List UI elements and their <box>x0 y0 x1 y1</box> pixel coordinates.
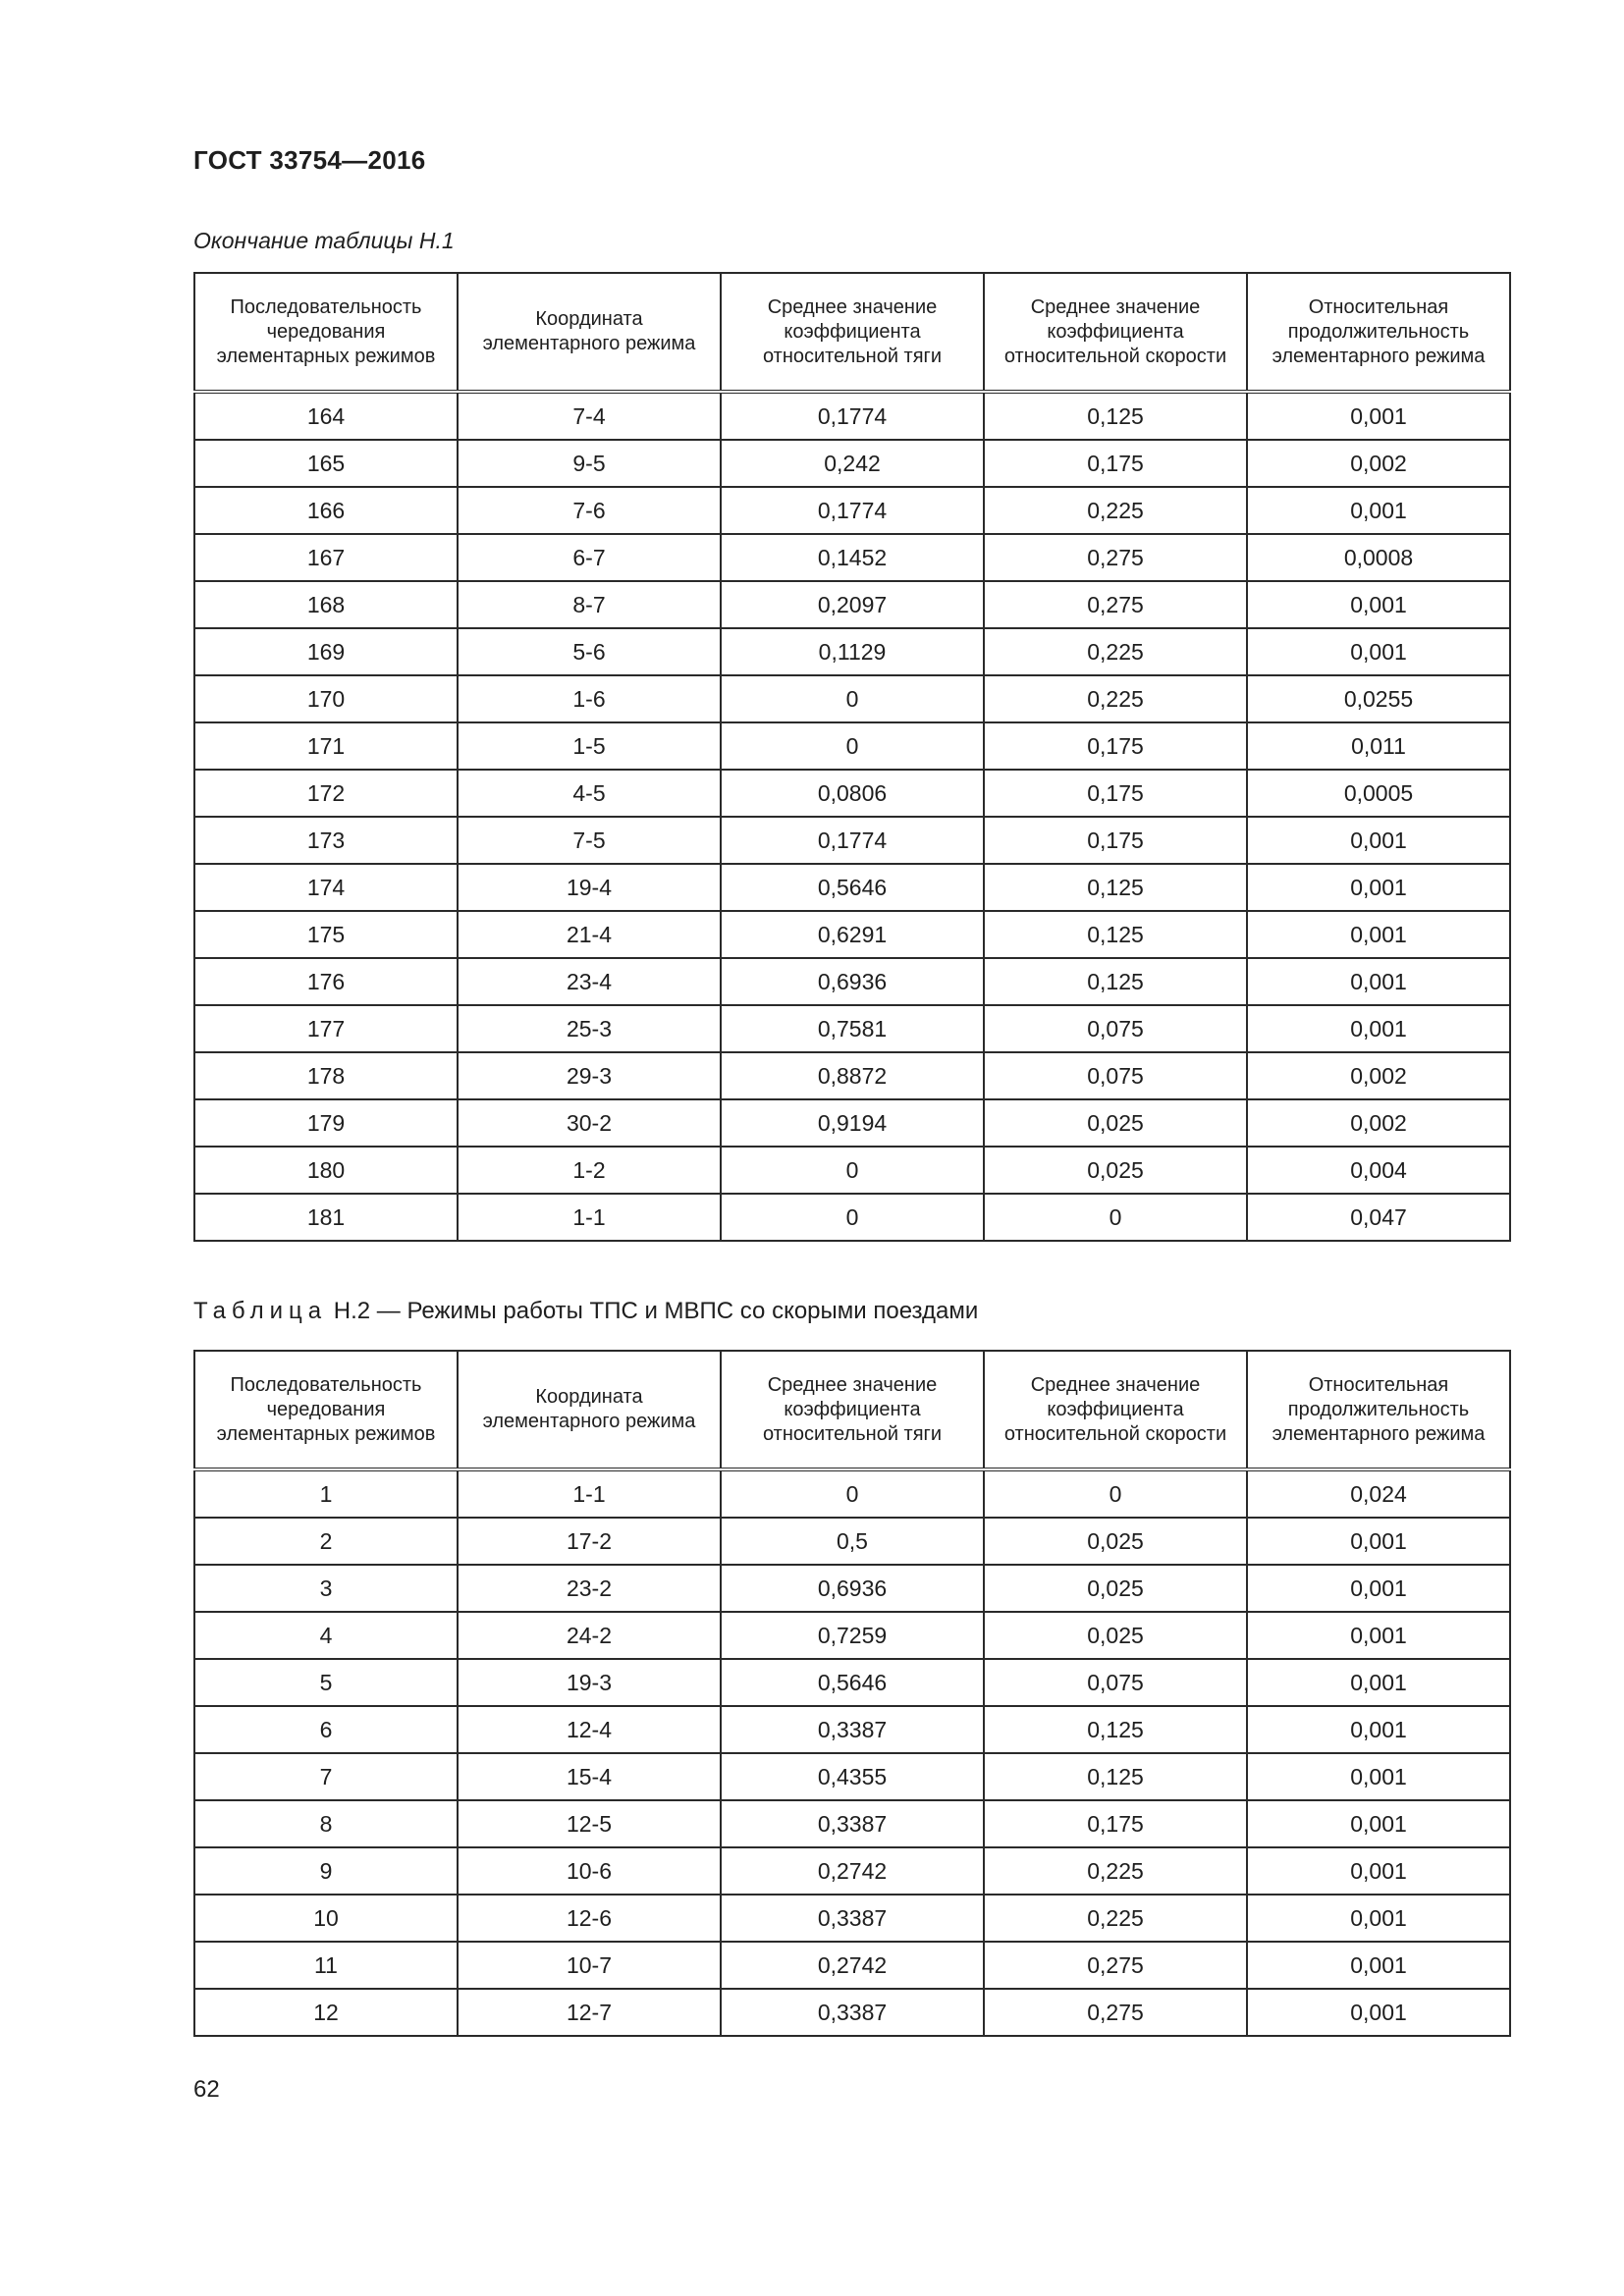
table-h1-caption: Окончание таблицы Н.1 <box>193 228 455 253</box>
table-row <box>194 1942 1510 1989</box>
cell-speed-coefficient: 0,175 <box>984 770 1247 817</box>
column-header-traction-coefficient: Среднее значение коэффициента относительной тяги <box>721 1351 984 1469</box>
cell-coordinate: 7-5 <box>458 817 721 864</box>
cell-relative-duration: 0,001 <box>1247 1895 1510 1942</box>
cell-sequence: 175 <box>194 911 458 958</box>
cell-sequence: 176 <box>194 958 458 1005</box>
cell-sequence: 2 <box>194 1518 458 1565</box>
cell-traction-coefficient: 0,7259 <box>721 1612 984 1659</box>
table-h2-caption-word: Таблица <box>193 1298 328 1324</box>
cell-sequence: 174 <box>194 864 458 911</box>
table-h1-header-row <box>194 273 1510 392</box>
cell-coordinate: 30-2 <box>458 1099 721 1147</box>
cell-coordinate: 19-3 <box>458 1659 721 1706</box>
cell-sequence: 164 <box>194 392 458 440</box>
cell-coordinate: 17-2 <box>458 1518 721 1565</box>
cell-coordinate: 12-6 <box>458 1895 721 1942</box>
cell-relative-duration: 0,001 <box>1247 911 1510 958</box>
cell-relative-duration: 0,011 <box>1247 722 1510 770</box>
cell-coordinate: 10-6 <box>458 1847 721 1895</box>
cell-speed-coefficient: 0 <box>984 1194 1247 1241</box>
table-row <box>194 1518 1510 1565</box>
cell-sequence: 169 <box>194 628 458 675</box>
cell-relative-duration: 0,0008 <box>1247 534 1510 581</box>
cell-speed-coefficient: 0,275 <box>984 534 1247 581</box>
table-row <box>194 1099 1510 1147</box>
cell-traction-coefficient: 0,2097 <box>721 581 984 628</box>
cell-relative-duration: 0,001 <box>1247 1005 1510 1052</box>
cell-coordinate: 23-4 <box>458 958 721 1005</box>
cell-speed-coefficient: 0,025 <box>984 1518 1247 1565</box>
cell-speed-coefficient: 0,025 <box>984 1612 1247 1659</box>
cell-sequence: 171 <box>194 722 458 770</box>
cell-speed-coefficient: 0,125 <box>984 392 1247 440</box>
cell-traction-coefficient: 0,2742 <box>721 1847 984 1895</box>
cell-speed-coefficient: 0,025 <box>984 1565 1247 1612</box>
table-row <box>194 487 1510 534</box>
cell-traction-coefficient: 0,6936 <box>721 958 984 1005</box>
cell-relative-duration: 0,001 <box>1247 1753 1510 1800</box>
cell-coordinate: 1-5 <box>458 722 721 770</box>
table-row <box>194 1612 1510 1659</box>
table-row <box>194 534 1510 581</box>
cell-sequence: 173 <box>194 817 458 864</box>
cell-sequence: 8 <box>194 1800 458 1847</box>
cell-sequence: 167 <box>194 534 458 581</box>
cell-speed-coefficient: 0,175 <box>984 817 1247 864</box>
cell-traction-coefficient: 0,0806 <box>721 770 984 817</box>
cell-sequence: 9 <box>194 1847 458 1895</box>
cell-coordinate: 23-2 <box>458 1565 721 1612</box>
cell-relative-duration: 0,001 <box>1247 958 1510 1005</box>
cell-sequence: 5 <box>194 1659 458 1706</box>
cell-traction-coefficient: 0,5646 <box>721 1659 984 1706</box>
cell-relative-duration: 0,001 <box>1247 817 1510 864</box>
cell-relative-duration: 0,024 <box>1247 1469 1510 1518</box>
table-row <box>194 722 1510 770</box>
cell-traction-coefficient: 0,4355 <box>721 1753 984 1800</box>
page-number: 62 <box>193 2076 220 2103</box>
cell-traction-coefficient: 0,3387 <box>721 1706 984 1753</box>
column-header-speed-coefficient: Среднее значение коэффициента относительной скорости <box>984 1351 1247 1469</box>
cell-traction-coefficient: 0,5646 <box>721 864 984 911</box>
cell-traction-coefficient: 0,2742 <box>721 1942 984 1989</box>
cell-relative-duration: 0,001 <box>1247 1847 1510 1895</box>
table-row <box>194 770 1510 817</box>
cell-sequence: 6 <box>194 1706 458 1753</box>
cell-speed-coefficient: 0,125 <box>984 1753 1247 1800</box>
table-row <box>194 817 1510 864</box>
cell-traction-coefficient: 0,3387 <box>721 1895 984 1942</box>
cell-speed-coefficient: 0,025 <box>984 1099 1247 1147</box>
table-row <box>194 1895 1510 1942</box>
cell-traction-coefficient: 0,7581 <box>721 1005 984 1052</box>
cell-sequence: 1 <box>194 1469 458 1518</box>
cell-sequence: 178 <box>194 1052 458 1099</box>
cell-relative-duration: 0,001 <box>1247 1659 1510 1706</box>
column-header-sequence: Последовательность чередования элементарных режимов <box>194 273 458 392</box>
table-row <box>194 392 1510 440</box>
cell-sequence: 4 <box>194 1612 458 1659</box>
cell-traction-coefficient: 0 <box>721 675 984 722</box>
cell-traction-coefficient: 0,1774 <box>721 487 984 534</box>
table-h2 <box>193 1350 1511 2037</box>
cell-relative-duration: 0,002 <box>1247 1099 1510 1147</box>
cell-traction-coefficient: 0,5 <box>721 1518 984 1565</box>
cell-coordinate: 9-5 <box>458 440 721 487</box>
table-row <box>194 440 1510 487</box>
cell-traction-coefficient: 0,1774 <box>721 392 984 440</box>
cell-traction-coefficient: 0 <box>721 1469 984 1518</box>
cell-sequence: 168 <box>194 581 458 628</box>
cell-speed-coefficient: 0,075 <box>984 1659 1247 1706</box>
cell-coordinate: 7-6 <box>458 487 721 534</box>
cell-coordinate: 15-4 <box>458 1753 721 1800</box>
table-h2-caption <box>193 1298 978 1325</box>
cell-speed-coefficient: 0,025 <box>984 1147 1247 1194</box>
cell-relative-duration: 0,001 <box>1247 392 1510 440</box>
cell-relative-duration: 0,001 <box>1247 487 1510 534</box>
cell-relative-duration: 0,002 <box>1247 440 1510 487</box>
table-row <box>194 1706 1510 1753</box>
cell-coordinate: 6-7 <box>458 534 721 581</box>
cell-traction-coefficient: 0,6936 <box>721 1565 984 1612</box>
cell-traction-coefficient: 0 <box>721 1194 984 1241</box>
column-header-speed-coefficient: Среднее значение коэффициента относительной скорости <box>984 273 1247 392</box>
cell-traction-coefficient: 0,1774 <box>721 817 984 864</box>
column-header-relative-duration: Относительная продолжительность элементарного режима <box>1247 1351 1510 1469</box>
cell-coordinate: 25-3 <box>458 1005 721 1052</box>
cell-traction-coefficient: 0,1452 <box>721 534 984 581</box>
cell-relative-duration: 0,001 <box>1247 1942 1510 1989</box>
cell-relative-duration: 0,001 <box>1247 628 1510 675</box>
cell-traction-coefficient: 0 <box>721 722 984 770</box>
cell-speed-coefficient: 0,225 <box>984 675 1247 722</box>
table-row <box>194 1469 1510 1518</box>
cell-coordinate: 21-4 <box>458 911 721 958</box>
table-row <box>194 1800 1510 1847</box>
column-header-coordinate: Координата элементарного режима <box>458 273 721 392</box>
cell-sequence: 180 <box>194 1147 458 1194</box>
cell-relative-duration: 0,001 <box>1247 864 1510 911</box>
cell-speed-coefficient: 0,275 <box>984 1989 1247 2036</box>
cell-speed-coefficient: 0,175 <box>984 440 1247 487</box>
cell-relative-duration: 0,001 <box>1247 1989 1510 2036</box>
cell-coordinate: 5-6 <box>458 628 721 675</box>
cell-speed-coefficient: 0,225 <box>984 1847 1247 1895</box>
cell-sequence: 165 <box>194 440 458 487</box>
cell-traction-coefficient: 0,8872 <box>721 1052 984 1099</box>
cell-coordinate: 12-4 <box>458 1706 721 1753</box>
table-h1-body <box>194 392 1510 1241</box>
cell-speed-coefficient: 0,075 <box>984 1052 1247 1099</box>
cell-sequence: 179 <box>194 1099 458 1147</box>
cell-relative-duration: 0,001 <box>1247 1565 1510 1612</box>
cell-coordinate: 1-1 <box>458 1469 721 1518</box>
table-row <box>194 1847 1510 1895</box>
cell-coordinate: 1-1 <box>458 1194 721 1241</box>
cell-sequence: 177 <box>194 1005 458 1052</box>
cell-sequence: 7 <box>194 1753 458 1800</box>
cell-sequence: 10 <box>194 1895 458 1942</box>
cell-coordinate: 8-7 <box>458 581 721 628</box>
cell-coordinate: 12-5 <box>458 1800 721 1847</box>
table-h2-body <box>194 1469 1510 2036</box>
cell-speed-coefficient: 0,075 <box>984 1005 1247 1052</box>
cell-speed-coefficient: 0,175 <box>984 722 1247 770</box>
cell-sequence: 3 <box>194 1565 458 1612</box>
cell-traction-coefficient: 0,9194 <box>721 1099 984 1147</box>
cell-speed-coefficient: 0 <box>984 1469 1247 1518</box>
cell-traction-coefficient: 0,1129 <box>721 628 984 675</box>
cell-relative-duration: 0,001 <box>1247 1800 1510 1847</box>
document-code: ГОСТ 33754—2016 <box>193 145 426 175</box>
column-header-coordinate: Координата элементарного режима <box>458 1351 721 1469</box>
cell-relative-duration: 0,001 <box>1247 1518 1510 1565</box>
cell-traction-coefficient: 0,6291 <box>721 911 984 958</box>
cell-speed-coefficient: 0,125 <box>984 958 1247 1005</box>
table-row <box>194 581 1510 628</box>
cell-sequence: 170 <box>194 675 458 722</box>
cell-coordinate: 1-6 <box>458 675 721 722</box>
cell-speed-coefficient: 0,125 <box>984 864 1247 911</box>
cell-coordinate: 1-2 <box>458 1147 721 1194</box>
cell-traction-coefficient: 0 <box>721 1147 984 1194</box>
cell-relative-duration: 0,0005 <box>1247 770 1510 817</box>
cell-relative-duration: 0,002 <box>1247 1052 1510 1099</box>
cell-speed-coefficient: 0,125 <box>984 911 1247 958</box>
cell-speed-coefficient: 0,275 <box>984 1942 1247 1989</box>
table-row <box>194 958 1510 1005</box>
cell-speed-coefficient: 0,225 <box>984 1895 1247 1942</box>
cell-sequence: 12 <box>194 1989 458 2036</box>
cell-coordinate: 24-2 <box>458 1612 721 1659</box>
cell-coordinate: 10-7 <box>458 1942 721 1989</box>
table-row <box>194 911 1510 958</box>
table-row <box>194 1565 1510 1612</box>
cell-sequence: 166 <box>194 487 458 534</box>
cell-relative-duration: 0,0255 <box>1247 675 1510 722</box>
table-row <box>194 628 1510 675</box>
table-h2-caption-title: Н.2 — Режимы работы ТПС и МВПС со скорыми поездами <box>327 1298 979 1324</box>
column-header-sequence: Последовательность чередования элементарных режимов <box>194 1351 458 1469</box>
cell-relative-duration: 0,001 <box>1247 1706 1510 1753</box>
column-header-traction-coefficient: Среднее значение коэффициента относительной тяги <box>721 273 984 392</box>
cell-coordinate: 29-3 <box>458 1052 721 1099</box>
table-row <box>194 864 1510 911</box>
cell-coordinate: 12-7 <box>458 1989 721 2036</box>
table-h2-header-row <box>194 1351 1510 1469</box>
table-row <box>194 1659 1510 1706</box>
cell-sequence: 172 <box>194 770 458 817</box>
column-header-relative-duration: Относительная продолжительность элементарного режима <box>1247 273 1510 392</box>
cell-speed-coefficient: 0,225 <box>984 628 1247 675</box>
cell-speed-coefficient: 0,275 <box>984 581 1247 628</box>
table-row <box>194 1052 1510 1099</box>
cell-coordinate: 4-5 <box>458 770 721 817</box>
cell-relative-duration: 0,004 <box>1247 1147 1510 1194</box>
cell-relative-duration: 0,001 <box>1247 1612 1510 1659</box>
cell-traction-coefficient: 0,3387 <box>721 1989 984 2036</box>
cell-relative-duration: 0,001 <box>1247 581 1510 628</box>
table-row <box>194 1005 1510 1052</box>
cell-relative-duration: 0,047 <box>1247 1194 1510 1241</box>
table-h1 <box>193 272 1511 1242</box>
table-row <box>194 1147 1510 1194</box>
table-row <box>194 1194 1510 1241</box>
table-row <box>194 1753 1510 1800</box>
cell-speed-coefficient: 0,225 <box>984 487 1247 534</box>
cell-speed-coefficient: 0,175 <box>984 1800 1247 1847</box>
table-row <box>194 675 1510 722</box>
cell-speed-coefficient: 0,125 <box>984 1706 1247 1753</box>
cell-sequence: 11 <box>194 1942 458 1989</box>
table-row <box>194 1989 1510 2036</box>
cell-sequence: 181 <box>194 1194 458 1241</box>
cell-coordinate: 7-4 <box>458 392 721 440</box>
cell-traction-coefficient: 0,3387 <box>721 1800 984 1847</box>
cell-coordinate: 19-4 <box>458 864 721 911</box>
cell-traction-coefficient: 0,242 <box>721 440 984 487</box>
